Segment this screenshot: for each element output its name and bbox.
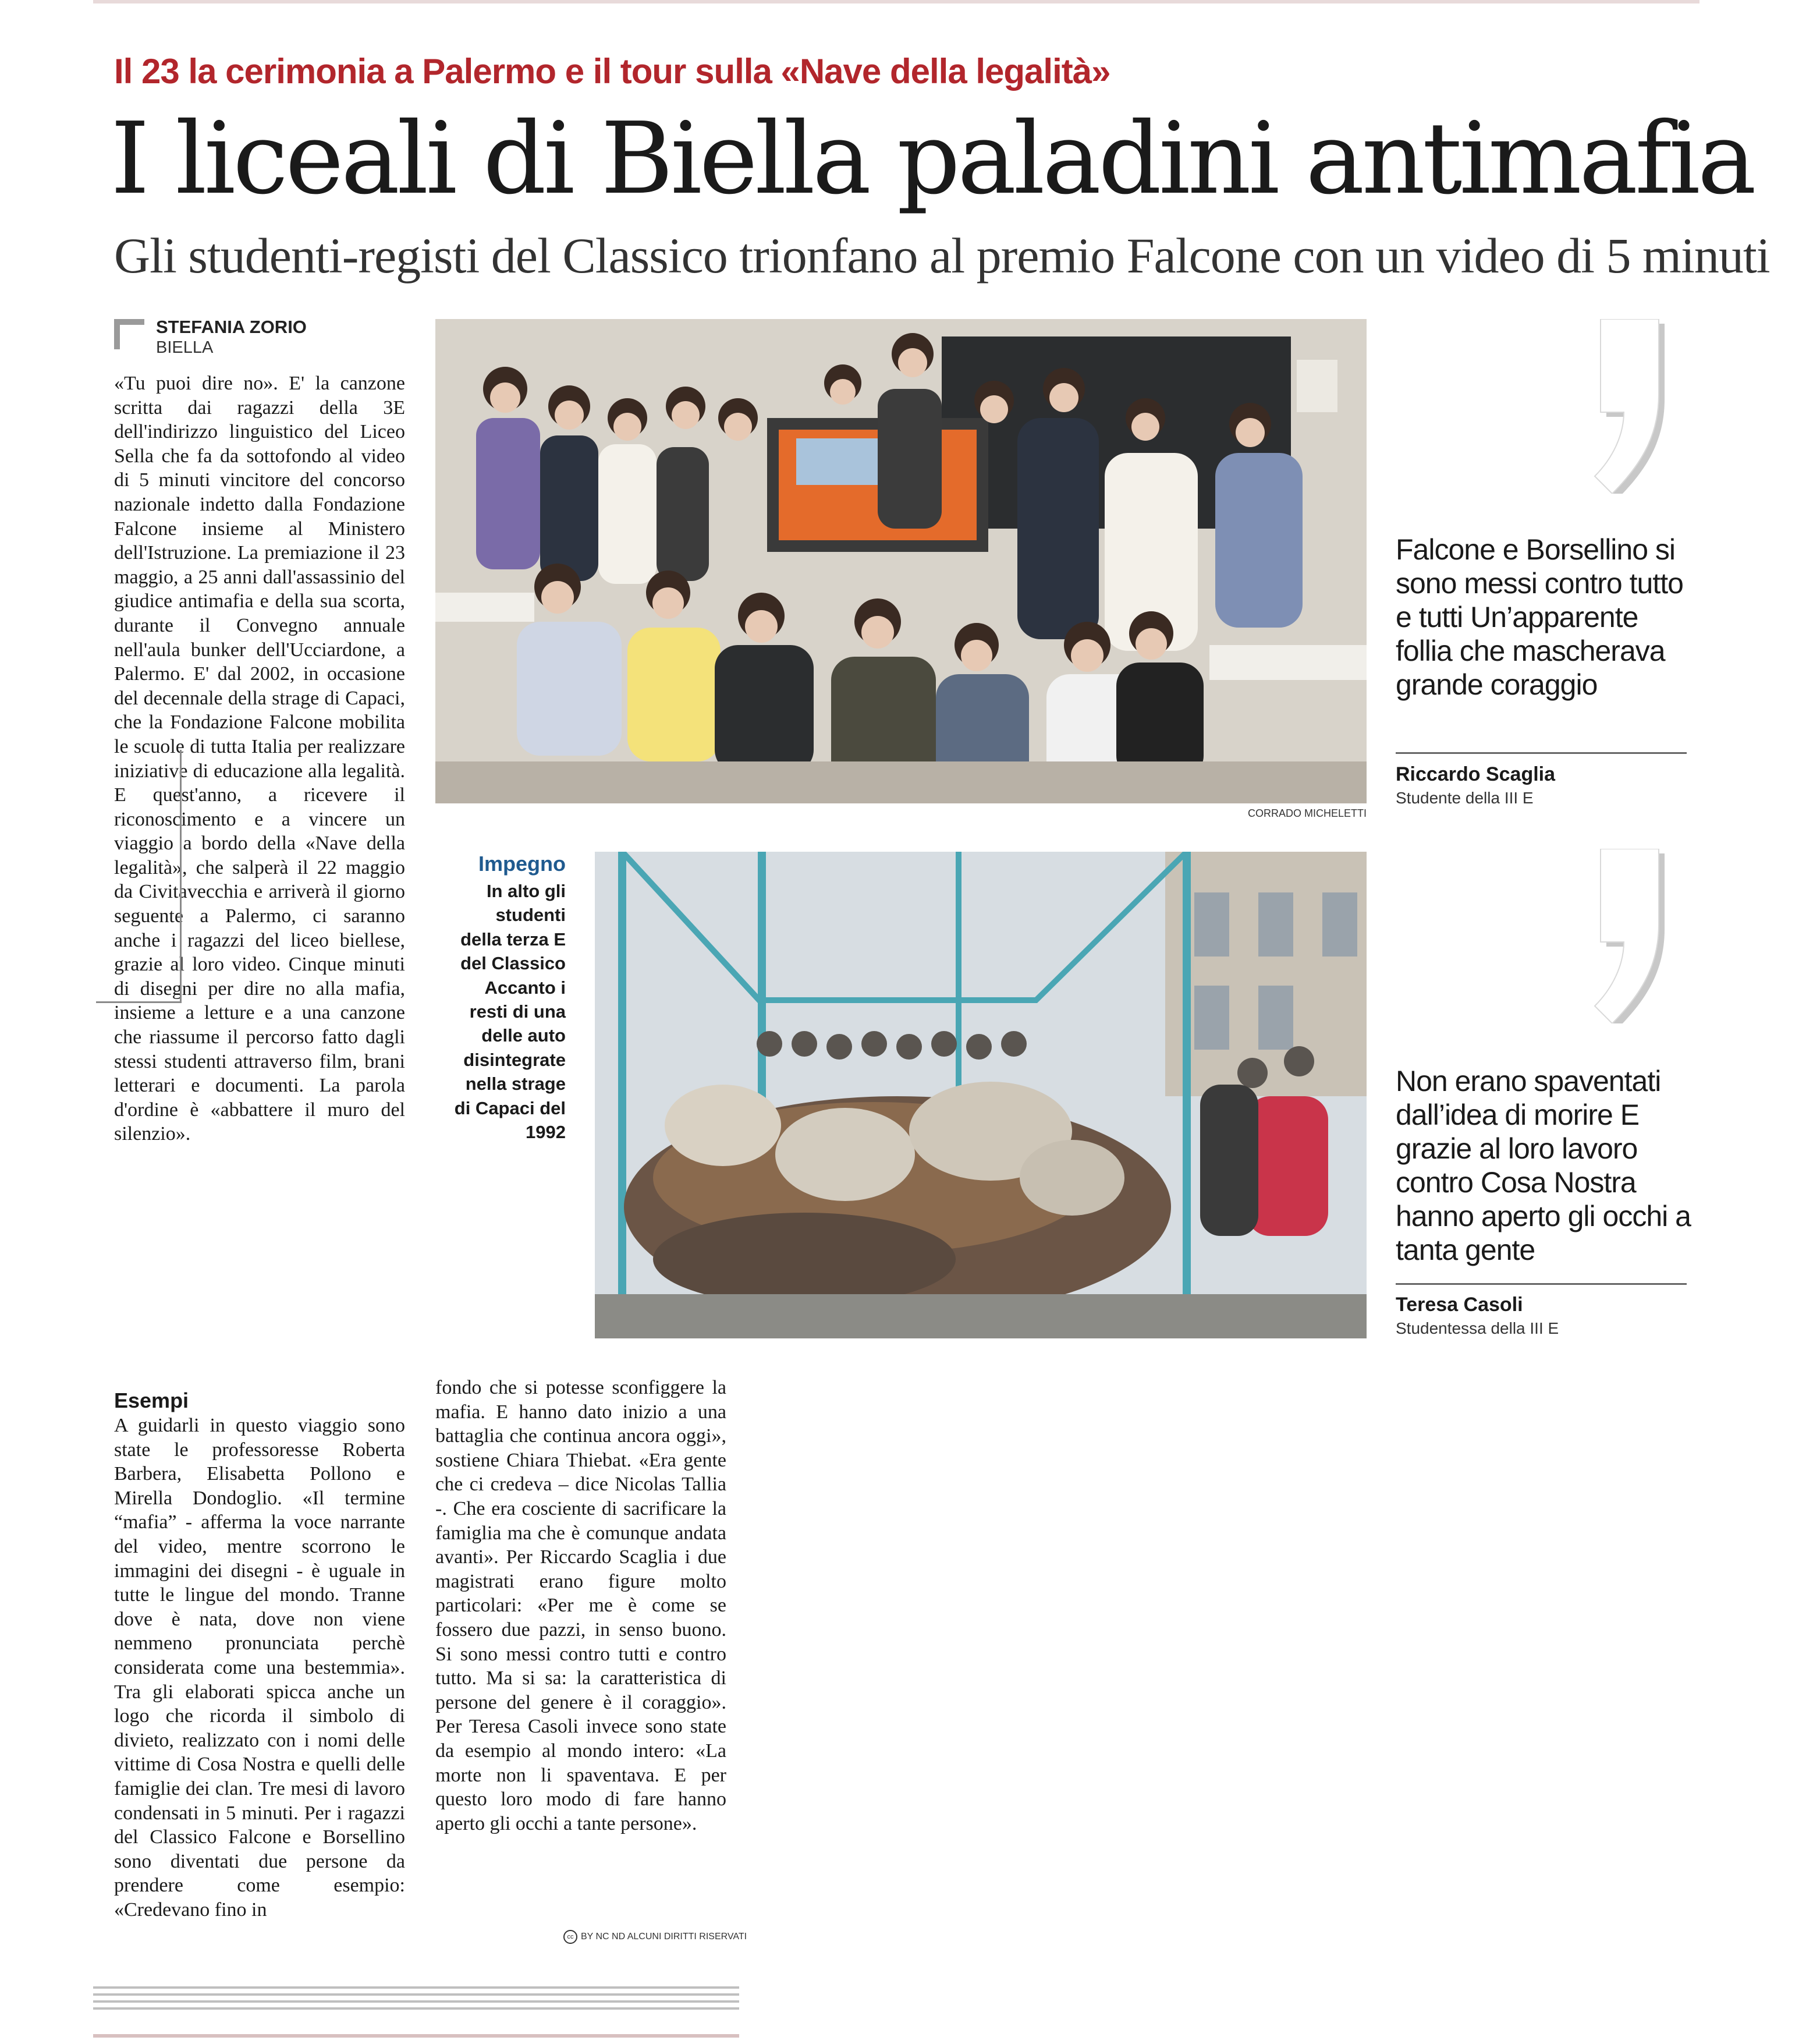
bottom-rule [93, 1986, 739, 1989]
body-column-2: fondo che si potesse sconfiggere la mafia. E hanno dato inizio a una battaglia che continua ancora oggi», sostiene Chiara Thiebat. «Era gente che ci credeva – dice Nicolas Tallia -. Che era cosciente di sacrificare la famiglia ma che è comunque andata avanti». Per Riccardo Scaglia i due magistrati erano figure molto particolari: «Per me è come se fossero due pazzi, in senso buono. Si sono messi contro tutti e contro tutto. Ma si sa: la caratteristica di persone del genere è il coraggio». Per Teresa Casoli invece sono state da esempio al mondo intero: «La morte non li spaventava. E per questo loro modo di fare hanno aperto gli occhi a tante persone». [435, 1377, 726, 1834]
esempi-section [114, 1388, 405, 1922]
top-rule [93, 0, 1699, 3]
capaci-car-photo [595, 852, 1367, 1338]
pull-quote-1-author: Riccardo Scaglia [1396, 763, 1556, 785]
pull-quote-2-role: Studentessa della III E [1396, 1319, 1559, 1337]
cc-icon: cc [563, 1930, 577, 1944]
caption-text: In alto gli studenti della terza E del Classico Accanto i resti di una delle auto disintegrate nella strage di Capaci del 1992 [454, 881, 566, 1143]
students-photo-illustration [435, 319, 1367, 803]
inset-box [96, 750, 182, 1003]
capaci-car-illustration [595, 852, 1367, 1338]
kicker: Il 23 la cerimonia a Palermo e il tour sulla «Nave della legalità» [114, 52, 1110, 91]
pull-quote-2: Non erano spaventati dall’idea di morire E grazie al loro lavoro contro Cosa Nostra hanno aperto gli occhi a tanta gente [1396, 1065, 1691, 1266]
body-column-1: «Tu puoi dire no». E' la canzone scritta dai ragazzi della 3E dell'indirizzo linguistico del Liceo Sella che fa da sottofondo al video di 5 minuti vincitore del concorso nazionale indetto dalla Fondazione Falcone insieme al Ministero dell'Istruzione. La premiazione il 23 maggio, a 25 anni dall'assassinio del giudice antimafia e della sua scorta, durante il Convegno annuale nell'aula bunker dell'Ucciardone, a Palermo. E' dal 2002, in occasione del decennale della strage di Capaci, che la Fondazione Falcone mobilita le scuole di tutta Italia per realizzare iniziative di educazione alla legalità. E quest'anno, a ricevere il riconoscimento e a vincere un viaggio a bordo della «Nave della legalità», che salperà il 22 maggio da Civitavecchia e arriverà il giorno seguente a Palermo, ci saranno anche i ragazzi del liceo biellese, grazie al loro video. Cinque minuti di disegni per dire no alla mafia, insieme a letture e a una canzone che riassume il percorso fatto dagli stessi studenti attraverso film, brani letterari e documenti. La parola d'ordine è «abbattere il muro del silenzio». [114, 373, 405, 1145]
pull-quote-2-author: Teresa Casoli [1396, 1294, 1523, 1316]
pull-quote-rule [1396, 1283, 1687, 1285]
license-text: BY NC ND ALCUNI DIRITTI RISERVATI [581, 1932, 747, 1942]
bottom-rule [93, 1993, 739, 1996]
bottom-accent-rule [93, 2034, 739, 2038]
pull-quote-rule [1396, 752, 1687, 754]
license-notice [563, 1930, 747, 1944]
photo-credit: CORRADO MICHELETTI [1247, 807, 1367, 819]
subheadline: Gli studenti-registi del Classico trionfano al premio Falcone con un video di 5 minuti [114, 228, 1770, 284]
bottom-rule [93, 2007, 739, 2010]
caption-title: Impegno [478, 852, 566, 876]
quote-mark-icon [1560, 849, 1682, 1023]
bottom-rule [93, 2000, 739, 2003]
byline-author: STEFANIA ZORIO [156, 317, 307, 337]
quote-mark-icon [1560, 319, 1682, 494]
headline: I liceali di Biella paladini antimafia [111, 101, 1754, 217]
body-column-1b: A guidarli in questo viaggio sono state le professoresse Roberta Barbera, Elisabetta Pollono e Mirella Dondoglio. «Il termine “mafia” - afferma la voce narrante del video, mentre scorrono le immagini dei disegni - è uguale in tutte le lingue del mondo. Tranne dove è nata, dove non viene nemmeno pronunciata perchè considerata come una bestemmia». Tra gli elaborati spicca anche un logo che ricorda il simbolo di divieto, realizzato con i nomi delle vittime di Cosa Nostra e quelli delle famiglie dei clan. Tre mesi di lavoro condensati in 5 minuti. Per i ragazzi del Classico Falcone e Borsellino sono diventati due persone da prendere come esempio: «Credevano fino in [114, 1415, 405, 1921]
students-photo [435, 319, 1367, 803]
section-title: Esempi [114, 1388, 189, 1412]
byline-corner-icon [114, 319, 144, 349]
pull-quote-1-role: Studente della III E [1396, 789, 1534, 807]
byline-city: BIELLA [156, 338, 214, 357]
pull-quote-1: Falcone e Borsellino si sono messi contro tutto e tutti Un’apparente follia che mascherava grande coraggio [1396, 533, 1683, 701]
